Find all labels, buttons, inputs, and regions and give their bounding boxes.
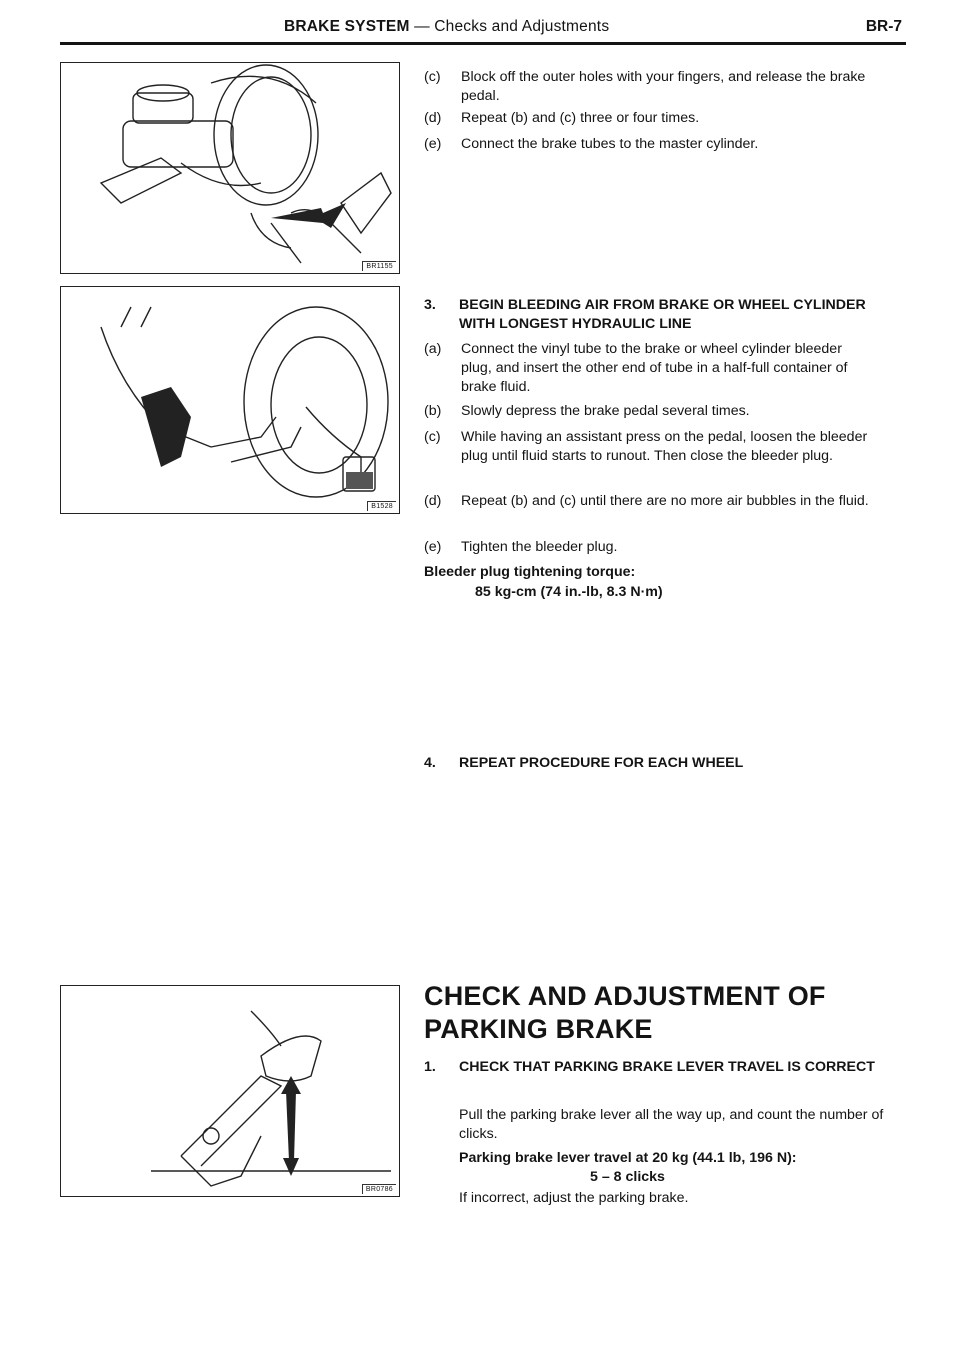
page-number: BR-7 — [865, 18, 902, 35]
heading-line: CHECK AND ADJUSTMENT OF — [424, 981, 826, 1011]
section-3-step-b — [424, 402, 884, 422]
parking-step-1-heading — [424, 1058, 884, 1098]
step-label: (c) — [424, 429, 441, 445]
section-3-step-c — [424, 428, 884, 486]
section-title: CHECK THAT PARKING BRAKE LEVER TRAVEL IS CORRECT — [459, 1059, 875, 1075]
step-label: (e) — [424, 539, 442, 555]
figure-code: B1528 — [367, 501, 396, 511]
header-title — [284, 18, 609, 36]
figure-code: BR0786 — [362, 1184, 396, 1194]
section-number: 3. — [424, 297, 436, 313]
step-text: Block off the outer holes with your fingers, and release the brake pedal. — [461, 69, 866, 104]
step-label: (b) — [424, 403, 442, 419]
master-cylinder-illustration — [61, 63, 399, 273]
section-3-step-e — [424, 538, 884, 558]
intro-step-e — [424, 135, 884, 155]
step-text: Repeat (b) and (c) until there are no more air bubbles in the fluid. — [461, 493, 869, 509]
section-3-step-d — [424, 492, 884, 532]
intro-step-c — [424, 68, 884, 108]
step-label: (c) — [424, 69, 441, 85]
section-3-step-a — [424, 340, 884, 398]
step-label: (d) — [424, 110, 442, 126]
header-section: BRAKE SYSTEM — [284, 18, 410, 35]
header-subtitle: — Checks and Adjustments — [409, 18, 610, 35]
page-header — [60, 18, 906, 44]
step-text: Repeat (b) and (c) three or four times. — [461, 110, 700, 126]
bleeder-illustration — [61, 287, 399, 513]
section-title: BEGIN BLEEDING AIR FROM BRAKE OR WHEEL CYLINDER WITH LONGEST HYDRAULIC LINE — [459, 297, 866, 332]
step-label: (d) — [424, 493, 442, 509]
bleeder-torque-value: 85 kg-cm (74 in.-lb, 8.3 N·m) — [475, 584, 663, 600]
figure-bleeder-plug — [60, 286, 400, 514]
section-4-heading — [424, 754, 884, 774]
figure-code: BR1155 — [362, 261, 396, 271]
lever-travel-value: 5 – 8 clicks — [590, 1169, 665, 1185]
section-3-heading — [424, 296, 884, 336]
step-label: (e) — [424, 136, 442, 152]
section-number: 4. — [424, 755, 436, 771]
step-text: Connect the brake tubes to the master cylinder. — [461, 136, 759, 152]
bleeder-torque-label: Bleeder plug tightening torque: — [424, 564, 636, 580]
heading-line: PARKING BRAKE — [424, 1014, 653, 1044]
step-text: While having an assistant press on the pedal, loosen the bleeder plug until fluid starts to runout. Then close the bleeder plug. — [461, 429, 868, 464]
section-number: 1. — [424, 1059, 436, 1075]
parking-instruction: Pull the parking brake lever all the way up, and count the number of clicks. — [459, 1107, 884, 1142]
step-label: (a) — [424, 341, 442, 357]
step-text: Connect the vinyl tube to the brake or wheel cylinder bleeder plug, and insert the other end of tube in a half-full container of brake fluid. — [461, 341, 848, 395]
parking-lever-illustration — [61, 986, 399, 1196]
figure-parking-brake-lever — [60, 985, 400, 1197]
intro-step-d — [424, 109, 884, 129]
incorrect-note: If incorrect, adjust the parking brake. — [459, 1190, 689, 1206]
step-text: Slowly depress the brake pedal several times. — [461, 403, 750, 419]
section-title: REPEAT PROCEDURE FOR EACH WHEEL — [459, 755, 744, 771]
step-text: Tighten the bleeder plug. — [461, 539, 618, 555]
parking-brake-heading — [424, 980, 826, 1046]
header-rule — [60, 42, 906, 45]
lever-travel-label: Parking brake lever travel at 20 kg (44.1 lb, 196 N): — [459, 1150, 797, 1166]
figure-master-cylinder — [60, 62, 400, 274]
